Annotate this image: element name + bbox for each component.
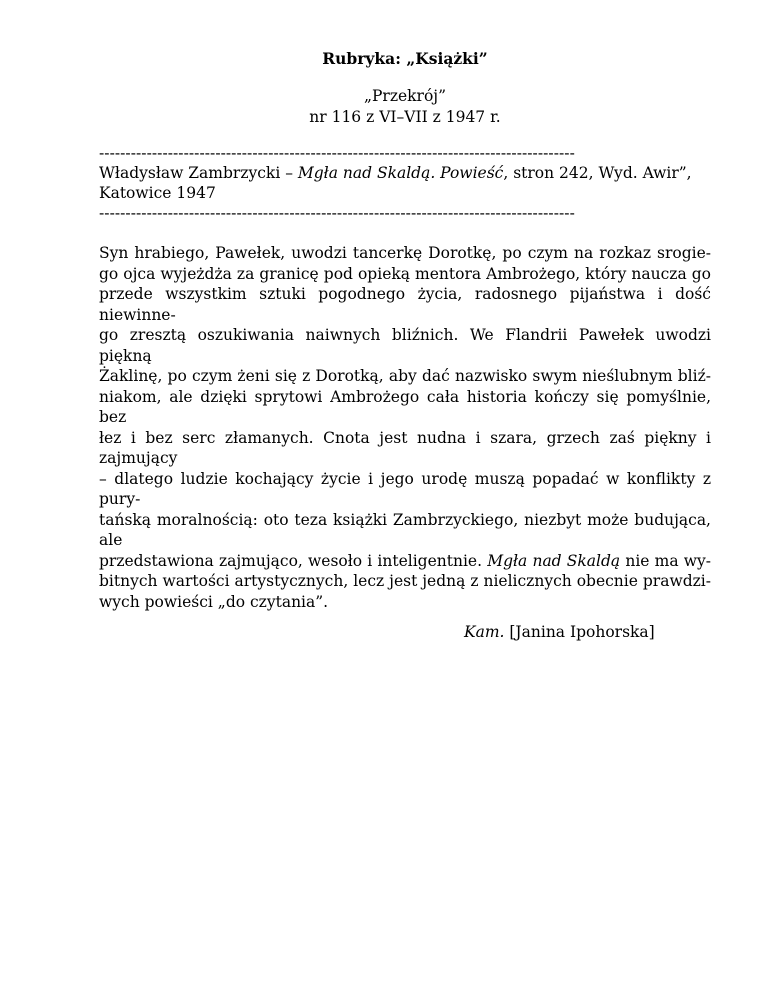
review-line-text: przedstawiona zajmująco, wesoło i inteligentnie. bbox=[99, 551, 488, 570]
review-line: go ojca wyjeżdża za granicę pod opieką mentora Ambrożego, który naucza go bbox=[99, 264, 711, 283]
book-place-year: Katowice 1947 bbox=[99, 184, 216, 202]
review-text bbox=[99, 243, 711, 612]
book-title: Mgła nad Skaldą. Powieść bbox=[297, 164, 504, 182]
review-line-tail: nie ma wy- bbox=[620, 551, 711, 570]
review-line: go zresztą oszukiwania naiwnych bliźnich. We Flandrii Pawełek uwodzi piękną bbox=[99, 326, 711, 365]
book-author: Władysław Zambrzycki – bbox=[99, 164, 298, 182]
review-line: tańską moralnością: oto teza książki Zambrzyckiego, niezbyt może budująca, ale bbox=[99, 510, 711, 549]
review-line: łez i bez serc złamanych. Cnota jest nudna i szara, grzech zaś piękny i zajmujący bbox=[99, 428, 711, 467]
separator-bottom: ------------------------------------------------------------------------------------------ bbox=[99, 204, 575, 222]
source-info bbox=[99, 86, 711, 128]
review-line: Syn hrabiego, Pawełek, uwodzi tancerkę Dorotkę, po czym na rozkaz srogie- bbox=[99, 244, 711, 262]
signature-name: [Janina Ipohorska] bbox=[504, 623, 655, 641]
review-line: wych powieści „do czytania”. bbox=[99, 592, 329, 611]
issue-info: nr 116 z VI–VII z 1947 r. bbox=[309, 108, 501, 126]
signature-pseudonym: Kam. bbox=[464, 623, 505, 641]
review-line: bitnych wartości artystycznych, lecz jest jedną z nielicznych obecnie prawdzi- bbox=[99, 572, 711, 590]
separator-top: ------------------------------------------------------------------------------------------ bbox=[99, 144, 575, 162]
bibliography-entry bbox=[99, 163, 711, 203]
author-signature bbox=[99, 622, 711, 642]
book-details: , stron 242, Wyd. Awir”, bbox=[503, 164, 692, 182]
review-line: niakom, ale dzięki sprytowi Ambrożego cała historia kończy się pomyślnie, bez bbox=[99, 387, 711, 426]
review-line: – dlatego ludzie kochający życie i jego urodę muszą popadać w konflikty z pury- bbox=[99, 469, 711, 508]
review-line: przede wszystkim sztuki pogodnego życia, radosnego pijaństwa i dość niewinne- bbox=[99, 285, 711, 324]
document-page bbox=[99, 48, 711, 642]
magazine-name: „Przekrój” bbox=[363, 87, 447, 105]
book-title-inline: Mgła nad Skaldą bbox=[487, 551, 621, 570]
review-line bbox=[99, 551, 711, 572]
page-title: Rubryka: „Książki” bbox=[322, 49, 488, 68]
review-line: Żaklinę, po czym żeni się z Dorotką, aby dać nazwisko swym nieślubnym bliź- bbox=[99, 367, 711, 385]
